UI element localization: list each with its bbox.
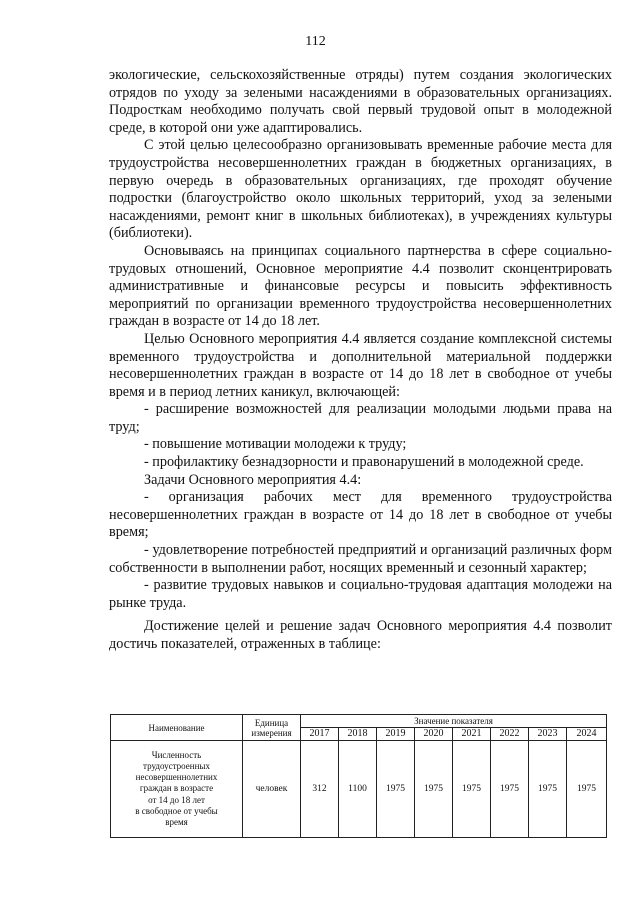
- row-name-line: граждан в возрасте: [139, 783, 214, 794]
- paragraph-4: Целью Основного мероприятия 4.4 является создание комплексной системы временного трудоустройства и дополнительной материальной поддержки несовершеннолетних граждан в возрасте от 14 до 18 лет в свободное от учебы время и в период летних каникул, включающей:: [109, 330, 612, 400]
- header-name: Наименование: [111, 715, 243, 741]
- row-unit-cell: человек: [243, 741, 301, 838]
- header-year: 2021: [453, 728, 491, 741]
- header-year: 2017: [301, 728, 339, 741]
- row-name-line: время: [165, 817, 188, 827]
- header-year: 2023: [529, 728, 567, 741]
- row-name-line: несовершеннолетних: [135, 772, 218, 783]
- document-body: [109, 67, 612, 654]
- value-cell: 1975: [529, 741, 567, 838]
- table-row: [111, 741, 607, 838]
- list-item-prevention: - профилактику безнадзорности и правонарушений в молодежной среде.: [144, 454, 584, 471]
- paragraph-conclusion: Достижение целей и решение задач Основного мероприятия 4.4 позволит достичь показателей, отраженных в таблице:: [109, 618, 612, 652]
- value-cell: 1975: [377, 741, 415, 838]
- header-year: 2022: [491, 728, 529, 741]
- header-unit: Единица измерения: [243, 715, 301, 741]
- list-item-needs: - удовлетворение потребностей предприятий и организаций различных форм собственности в выполнении работ, носящих временный и сезонный характер;: [109, 542, 612, 576]
- value-cell: 1975: [453, 741, 491, 838]
- value-cell: 1100: [339, 741, 377, 838]
- paragraph-2: С этой целью целесообразно организовывать временные рабочие места для трудоустройства несовершеннолетних граждан в бюджетных организациях, в первую очередь в образовательных организациях, где проходят обучение подростки (благоустройство около школьных территорий, уход за зелеными насаждениями, ремонт книг в школьных библиотеках), в учреждениях культуры (библиотеки).: [109, 137, 612, 242]
- list-item-motivation: - повышение мотивации молодежи к труду;: [144, 436, 407, 453]
- value-cell: 1975: [415, 741, 453, 838]
- table-header-row: [111, 715, 607, 728]
- value-cell: 1975: [567, 741, 607, 838]
- header-value-group: Значение показателя: [301, 715, 607, 728]
- row-name-line: Численность: [151, 749, 202, 760]
- value-cell: 312: [301, 741, 339, 838]
- header-year: 2018: [339, 728, 377, 741]
- list-item-skills: - развитие трудовых навыков и социально-трудовая адаптация молодежи на рынке труда.: [109, 577, 612, 611]
- paragraph-1: экологические, сельскохозяйственные отряды) путем создания экологических отрядов по уходу за зелеными насаждениями в образовательных организациях. Подросткам необходимо получать свой первый трудовой опыт в молодежной среде, в которой они уже адаптировались.: [109, 67, 612, 136]
- row-name-line: в свободное от учебы: [135, 805, 218, 816]
- header-year: 2024: [567, 728, 607, 741]
- page-number: 112: [305, 34, 326, 49]
- row-name-line: от 14 до 18 лет: [148, 794, 205, 805]
- list-item-rights: - расширение возможностей для реализации молодыми людьми права на труд;: [109, 401, 612, 435]
- indicators-table: [110, 714, 607, 838]
- row-name-cell: [111, 741, 243, 838]
- header-year: 2019: [377, 728, 415, 741]
- header-year: 2020: [415, 728, 453, 741]
- row-name-line: трудоустроенных: [143, 760, 210, 771]
- value-cell: 1975: [491, 741, 529, 838]
- paragraph-3: Основываясь на принципах социального партнерства в сфере социально-трудовых отношений, Основное мероприятие 4.4 позволит сконцентрировать административные и финансовые ресурсы и повысить эффективность мероприятий по организации временного трудоустройства несовершеннолетних граждан в возрасте от 14 до 18 лет.: [109, 242, 612, 330]
- list-item-workplaces: - организация рабочих мест для временного трудоустройства несовершеннолетних граждан в возрасте от 14 до 18 лет в свободное от учебы время;: [109, 489, 612, 541]
- tasks-heading: Задачи Основного мероприятия 4.4:: [144, 471, 362, 488]
